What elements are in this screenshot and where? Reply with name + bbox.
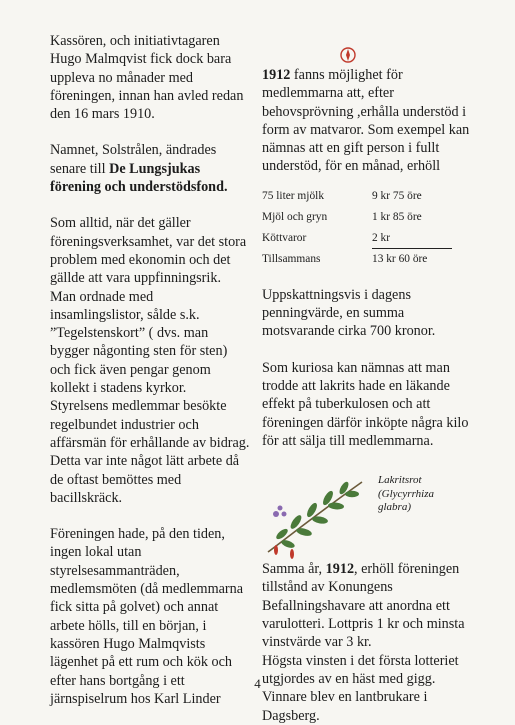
licorice-plant-icon [262, 464, 370, 560]
paragraph: Uppskattningsvis i dagens penningvärde, en summa motsvarande cirka 700 kronor. [262, 286, 436, 340]
licorice-illustration [262, 464, 474, 560]
paragraph: Som alltid, när det gäller föreningsverksamhet, var det stora problem med ekonomin och det gällde att vara uppfinningsrik. Man ordnade med insamlingslistor, sålde s.k. ”Tegelstenskort” ( dvs. man bygger någonting sten för sten) och fick även pengar genom kollekt i stadens kyrkor. [50, 215, 247, 397]
paragraph-text: , erhöll föreningen tillstånd av Konungens Befallningshavare att anordna ett varulotteri. Lottpris 1 kr och minsta vinstvärde var 3 kr. [262, 561, 465, 651]
caption-name: Lakritsrot [378, 474, 422, 487]
paragraph [262, 560, 474, 651]
left-column [50, 32, 250, 708]
table-cell-price: 1 kr 85 öre [372, 210, 422, 223]
emblem-icon [339, 46, 357, 64]
table-row [262, 232, 452, 253]
paragraph-text: Samma år, [262, 561, 326, 578]
cost-table [262, 190, 452, 274]
paragraph-text: Namnet, Solstrålen, ändrades senare till [50, 142, 217, 177]
illustration-caption [378, 474, 468, 515]
table-row [262, 190, 452, 211]
paragraph [50, 141, 250, 196]
table-cell-price: 13 kr 60 öre [372, 252, 428, 265]
paragraph: Föreningen hade, på den tiden, ingen lokal utan styrelsesammanträden, medlemsmöten (då medlemmarna fick sitta på golvet) och annat arbete hölls, till en början, i kassören Hugo Malmqvists lägenhet på ett rum och kök och efter hans bortgång i ett järnspiselrum hos Karl Linder [50, 526, 244, 707]
paragraph: Styrelsens medlemmar besökte regelbundet industrier och affärsmän för erhållande av bidrag. Detta var inte något lätt arbete då de oftast bemöttes med bacillskräck. [50, 398, 250, 506]
table-cell-item: Köttvaror [262, 231, 307, 244]
caption-latin: (Glycyrrhiza glabra) [378, 487, 435, 514]
table-row [262, 253, 452, 274]
association-name: De Lungsjukas förening och understödsfond. [50, 160, 228, 196]
right-column [262, 66, 474, 725]
year: 1912 [262, 67, 291, 83]
table-cell-item: Mjöl och gryn [262, 210, 328, 223]
table-cell-item: Tillsammans [262, 252, 321, 265]
table-cell-item: 75 liter mjölk [262, 189, 325, 202]
paragraph: Som kuriosa kan nämnas att man trodde att lakrits hade en läkande effekt på tuberkulosen och att föreningen därför inköpte några kilo för att sälja till medlemmarna. [262, 359, 469, 449]
table-cell-price: 2 kr [372, 232, 452, 253]
paragraph [262, 66, 474, 176]
paragraph-text: fanns möjlighet för medlemmarna att, efter behovsprövning ,erhålla understöd i form av matvaror. Som exempel kan nämnas att en gift person i fullt understöd, för en månad, erhöll [262, 67, 470, 175]
page-number: 4 [254, 676, 261, 691]
table-row [262, 211, 452, 232]
year: 1912 [325, 561, 355, 578]
paragraph: Högsta vinsten i det första lotteriet utgjordes av en häst med gigg. Vinnare blev en lantbrukare i Dagsberg. [262, 652, 459, 724]
table-cell-price: 9 kr 75 öre [372, 189, 422, 202]
paragraph: Kassören, och initiativtagaren Hugo Malmqvist fick dock bara uppleva no månader med föreningen, innan han avled redan den 16 mars 1910. [50, 33, 244, 123]
